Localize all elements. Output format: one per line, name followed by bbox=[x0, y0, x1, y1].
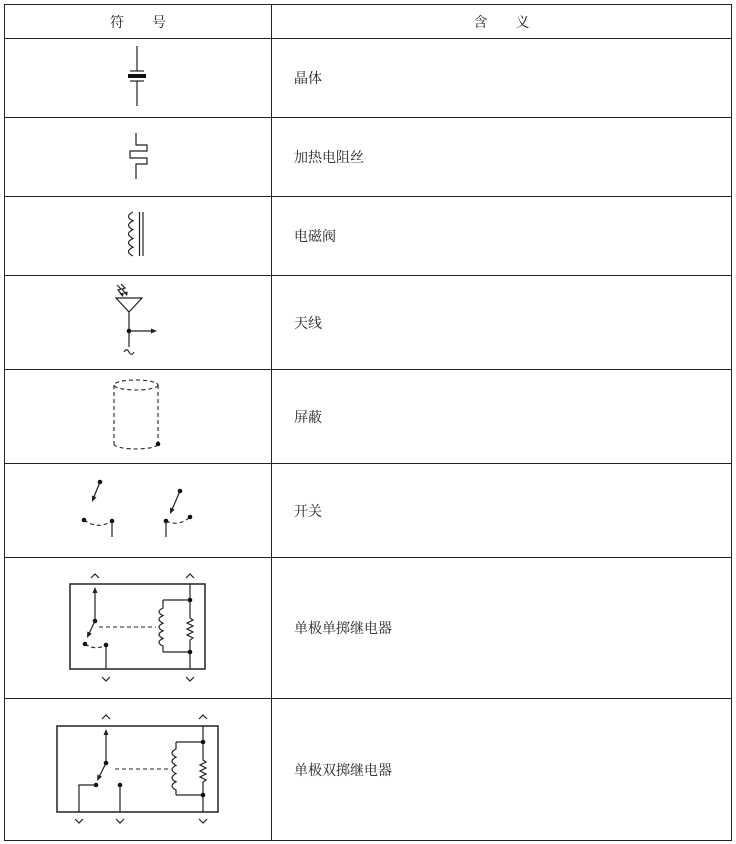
symbol-cell bbox=[5, 464, 272, 557]
meaning-cell: 屏蔽 bbox=[294, 409, 322, 426]
table-row bbox=[5, 275, 731, 369]
switch-icon bbox=[82, 480, 115, 537]
antenna-icon bbox=[116, 284, 157, 354]
meaning-cell: 电磁阀 bbox=[294, 229, 336, 245]
symbol-cell bbox=[5, 39, 272, 117]
meaning-cell: 加热电阻丝 bbox=[294, 150, 364, 166]
meaning-cell: 晶体 bbox=[294, 71, 322, 87]
header-meaning: 含 义 bbox=[473, 14, 530, 31]
table-row bbox=[5, 196, 731, 275]
table-row bbox=[5, 463, 731, 557]
meaning-cell: 单极单掷继电器 bbox=[294, 621, 392, 637]
table-row bbox=[5, 557, 731, 698]
table-row bbox=[5, 698, 731, 840]
spst-relay-icon bbox=[70, 574, 205, 681]
table-row bbox=[5, 38, 731, 117]
heating-resistor-wire-icon bbox=[130, 133, 147, 179]
meaning-cell: 开关 bbox=[294, 503, 322, 520]
solenoid-valve-icon bbox=[129, 212, 144, 256]
symbol-cell bbox=[5, 370, 272, 463]
switch-icon bbox=[164, 489, 193, 537]
meaning-cell: 单极双掷继电器 bbox=[294, 762, 392, 779]
header-row bbox=[5, 5, 731, 38]
table-row bbox=[5, 117, 731, 196]
shield-icon bbox=[114, 380, 160, 449]
symbol-cell bbox=[5, 699, 272, 840]
symbol-table bbox=[4, 4, 732, 841]
meaning-cell: 天线 bbox=[294, 315, 322, 332]
symbol-cell bbox=[5, 558, 272, 698]
symbol-cell bbox=[5, 197, 272, 275]
header-symbol: 符 号 bbox=[5, 5, 272, 38]
table-row bbox=[5, 369, 731, 463]
spdt-relay-icon bbox=[57, 715, 218, 823]
symbol-cell bbox=[5, 118, 272, 196]
symbol-cell bbox=[5, 276, 272, 369]
crystal-icon bbox=[128, 46, 146, 106]
